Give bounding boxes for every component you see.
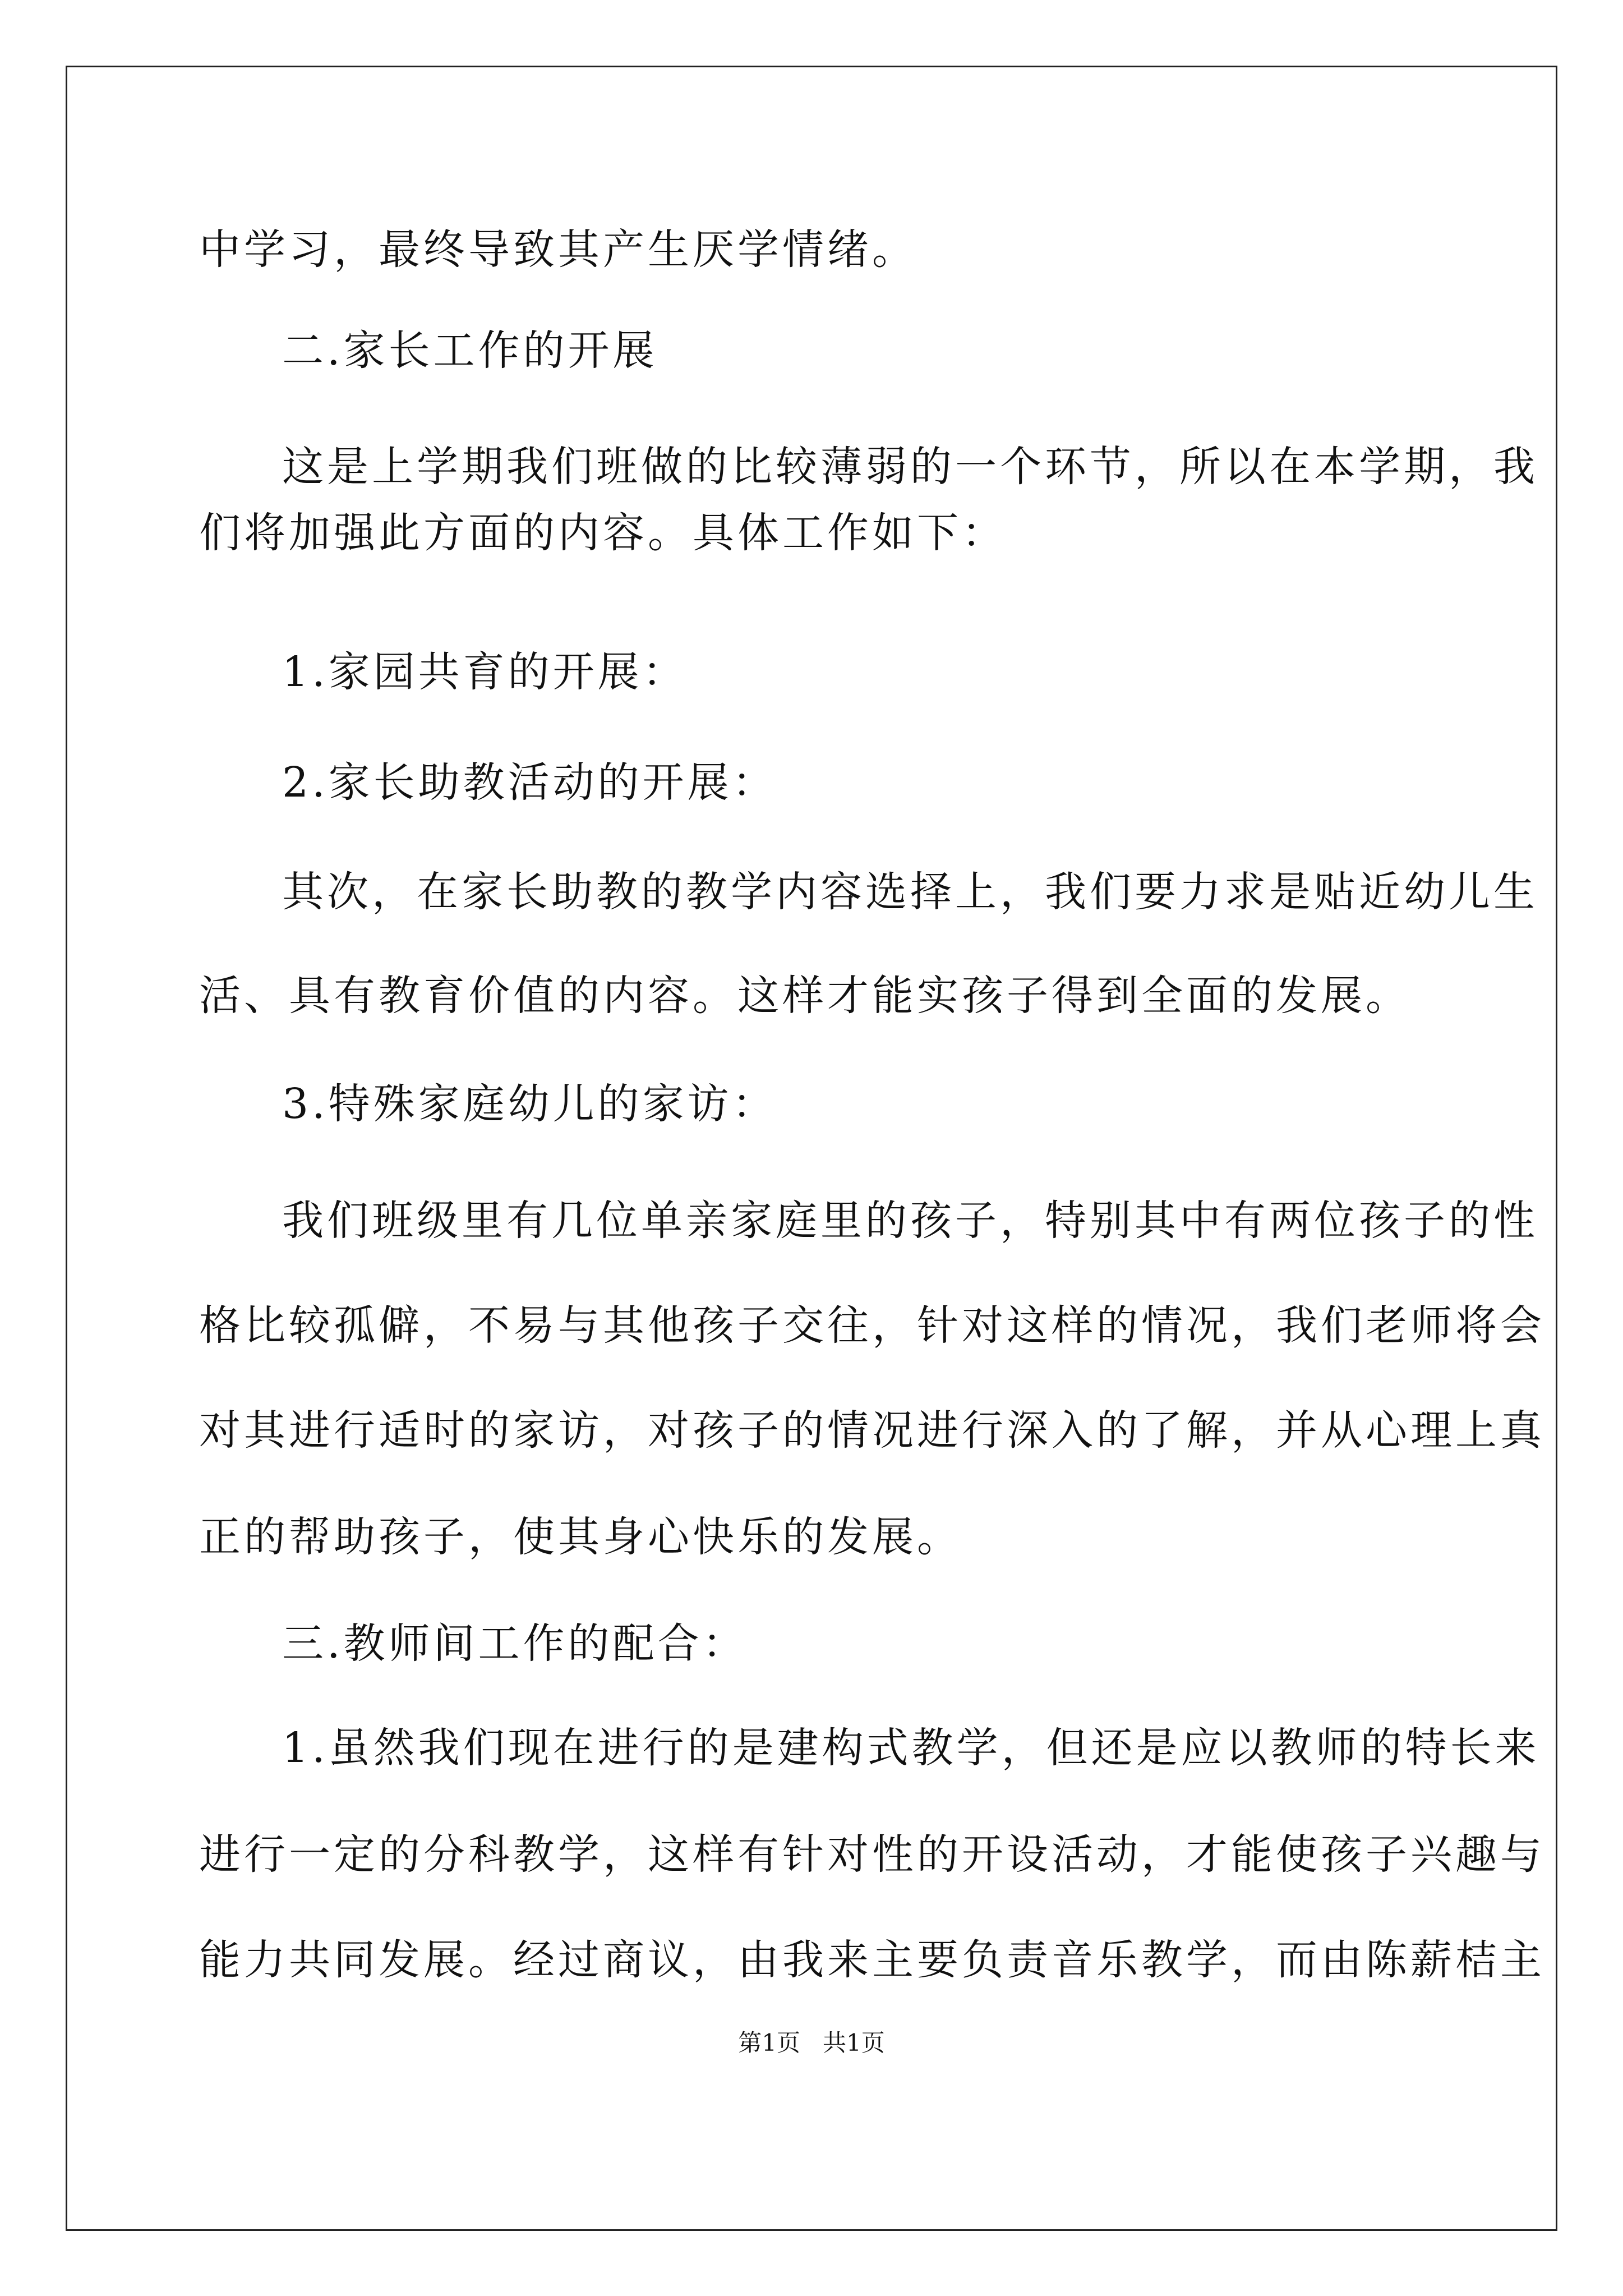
paragraph-line: 中学习，最终导致其产生厌学情绪。 — [199, 226, 917, 274]
paragraph-line: 格比较孤僻，不易与其他孩子交往，针对这样的情况，我们老师将会 — [199, 1301, 1545, 1350]
paragraph-line: 活、具有教育价值的内容。这样才能实孩子得到全面的发展。 — [199, 972, 1410, 1020]
paragraph-line: 其次，在家长助教的教学内容选择上，我们要力求是贴近幼儿生 — [282, 868, 1538, 916]
paragraph-line: 正的帮助孩子，使其身心快乐的发展。 — [199, 1513, 962, 1561]
list-item-heading: 3.特殊家庭幼儿的家访： — [282, 1080, 777, 1128]
paragraph-line: 进行一定的分科教学，这样有针对性的开设活动，才能使孩子兴趣与 — [199, 1830, 1545, 1879]
list-item-heading: 2.家长助教活动的开展： — [282, 758, 777, 807]
page-border — [66, 66, 1557, 2231]
list-item-heading: 1.家园共育的开展： — [282, 648, 688, 696]
section-heading: 三.教师间工作的配合： — [282, 1619, 748, 1668]
section-heading: 二.家长工作的开展 — [282, 326, 658, 375]
paragraph-line: 这是上学期我们班做的比较薄弱的一个环节，所以在本学期，我 — [282, 443, 1538, 491]
paragraph-line: 能力共同发展。经过商议，由我来主要负责音乐教学，而由陈薪桔主 — [199, 1936, 1545, 1984]
paragraph-line: 我们班级里有几位单亲家庭里的孩子，特别其中有两位孩子的性 — [282, 1197, 1538, 1245]
page-number-footer: 第1页 共1页 — [738, 2029, 885, 2056]
paragraph-line: 1.虽然我们现在进行的是建构式教学，但还是应以教师的特长来 — [282, 1724, 1540, 1772]
paragraph-line: 对其进行适时的家访，对孩子的情况进行深入的了解，并从心理上真 — [199, 1406, 1545, 1455]
paragraph-line: 们将加强此方面的内容。具体工作如下： — [199, 509, 1007, 557]
